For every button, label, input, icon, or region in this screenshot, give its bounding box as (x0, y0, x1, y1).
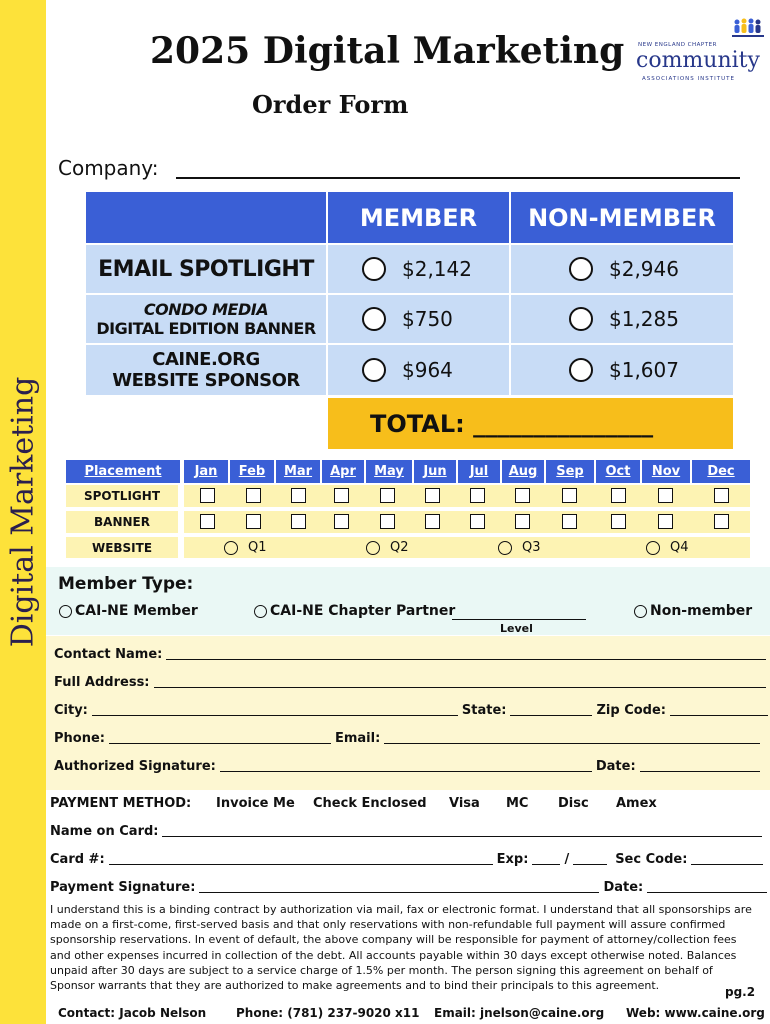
radio-icon[interactable] (569, 307, 593, 331)
field-label: Authorized Signature: (54, 759, 216, 774)
footer-email[interactable]: Email: jnelson@caine.org (434, 1006, 605, 1020)
radio-icon[interactable] (362, 257, 386, 281)
member-column-header: MEMBER (328, 192, 509, 243)
exp-separator: / (564, 852, 570, 867)
spotlight-dec-checkbox[interactable] (714, 488, 729, 503)
field-label: Zip Code: (596, 703, 666, 718)
radio-icon[interactable] (362, 358, 386, 382)
month-header: Jul (458, 460, 500, 483)
banner-jun-checkbox[interactable] (425, 514, 440, 529)
input-line[interactable] (154, 676, 766, 688)
radio-icon[interactable] (634, 605, 647, 618)
website-q4-option[interactable] (646, 540, 689, 555)
quarter-label: Q2 (390, 540, 409, 555)
payment-method-label: PAYMENT METHOD: (50, 796, 192, 811)
field-label: Date: (603, 880, 644, 895)
month-header: Oct (596, 460, 640, 483)
spotlight-mar-checkbox[interactable] (291, 488, 306, 503)
price-value: $1,607 (609, 358, 679, 382)
level-label: Level (500, 622, 533, 635)
banner-feb-checkbox[interactable] (246, 514, 261, 529)
page-title: 2025 Digital Marketing (150, 30, 625, 72)
website-sponsor-line2: WEBSITE SPONSOR (112, 370, 300, 391)
website-q3-option[interactable] (498, 540, 541, 555)
banner-aug-checkbox[interactable] (515, 514, 530, 529)
field-label: Full Address: (54, 675, 150, 690)
radio-icon[interactable] (366, 541, 380, 555)
check-enclosed-option[interactable]: Check Enclosed (313, 796, 427, 811)
banner-jan-checkbox[interactable] (200, 514, 215, 529)
field-label: State: (461, 703, 507, 718)
page-subtitle: Order Form (252, 90, 409, 119)
exp-month-input-line[interactable] (532, 853, 560, 865)
month-header: Apr (322, 460, 364, 483)
footer-contact: Contact: Jacob Nelson (58, 1006, 207, 1020)
banner-jul-checkbox[interactable] (470, 514, 485, 529)
quarter-label: Q3 (522, 540, 541, 555)
banner-may-checkbox[interactable] (380, 514, 395, 529)
email-spotlight-member-option[interactable] (328, 245, 509, 293)
email-spotlight-nonmember-option[interactable] (511, 245, 733, 293)
side-title: Digital Marketing (5, 376, 41, 648)
radio-icon[interactable] (59, 605, 72, 618)
invoice-me-option[interactable]: Invoice Me (216, 796, 295, 811)
website-q2-option[interactable] (366, 540, 409, 555)
price-value: $1,285 (609, 307, 679, 331)
website-row-label: WEBSITE (66, 537, 178, 558)
spotlight-may-checkbox[interactable] (380, 488, 395, 503)
condo-media-member-option[interactable] (328, 295, 509, 343)
phone-email-row (54, 731, 764, 746)
card-number-input-line[interactable] (109, 853, 493, 865)
total-field[interactable]: TOTAL: _______________ (328, 398, 733, 449)
legal-terms: I understand this is a binding contract by authorization via mail, fax or electronic format. I understand that all sponsorships are made on a first-come, first-served basis and that only reservations with non-refundable full payment will assure confirmed sponsorship reservations. In event of default, the above company will be responsible for payment of attorney/collection fees and other expenses incurred in collection of the debt. All accounts payable within 30 days except otherwise noted. Balances unpaid after 30 days are subject to a service charge of 1.5% per month. The person signing this agreement on behalf of Sponsor warrants that they are authorized to make agreements and to bind their principals to this agreement. (50, 903, 752, 993)
spotlight-feb-checkbox[interactable] (246, 488, 261, 503)
radio-icon[interactable] (646, 541, 660, 555)
mc-option[interactable]: MC (506, 796, 529, 811)
logo-chapter-text: NEW ENGLAND CHAPTER (638, 42, 717, 48)
page-number: pg.2 (725, 985, 756, 999)
cai-ne-member-option[interactable] (59, 603, 198, 619)
spotlight-oct-checkbox[interactable] (611, 488, 626, 503)
quarter-label: Q1 (248, 540, 267, 555)
cai-logo (636, 18, 766, 80)
spotlight-jun-checkbox[interactable] (425, 488, 440, 503)
payment-signature-row (50, 880, 770, 895)
level-input-line[interactable] (452, 619, 586, 620)
member-type-title: Member Type: (58, 574, 194, 594)
spotlight-sep-checkbox[interactable] (562, 488, 577, 503)
footer-phone: Phone: (781) 237-9020 x11 (236, 1006, 420, 1020)
website-sponsor-label (86, 345, 326, 395)
sec-code-input-line[interactable] (691, 853, 763, 865)
field-label: Date: (595, 759, 636, 774)
banner-oct-checkbox[interactable] (611, 514, 626, 529)
nonmember-column-header: NON-MEMBER (511, 192, 733, 243)
field-label: Sec Code: (615, 852, 688, 867)
chapter-partner-option[interactable] (254, 603, 455, 619)
condo-media-line1: CONDO MEDIA (143, 300, 269, 319)
spotlight-jul-checkbox[interactable] (470, 488, 485, 503)
payment-date-input-line[interactable] (647, 881, 767, 893)
month-header: Sep (546, 460, 594, 483)
condo-media-nonmember-option[interactable] (511, 295, 733, 343)
spotlight-aug-checkbox[interactable] (515, 488, 530, 503)
price-value: $964 (402, 358, 453, 382)
state-input-line[interactable] (510, 704, 592, 716)
amex-option[interactable]: Amex (616, 796, 657, 811)
website-sponsor-member-option[interactable] (328, 345, 509, 395)
radio-icon[interactable] (362, 307, 386, 331)
banner-row-label: BANNER (66, 511, 178, 533)
month-header: May (366, 460, 412, 483)
month-header: Jan (184, 460, 228, 483)
radio-icon[interactable] (224, 541, 238, 555)
placement-header: Placement (66, 460, 180, 483)
month-header: Feb (230, 460, 274, 483)
email-input-line[interactable] (384, 732, 760, 744)
banner-sep-checkbox[interactable] (562, 514, 577, 529)
pricing-corner-header (86, 192, 326, 243)
spotlight-apr-checkbox[interactable] (334, 488, 349, 503)
website-sponsor-line1: CAINE.ORG (152, 349, 260, 370)
email-spotlight-text: EMAIL SPOTLIGHT (98, 256, 314, 282)
field-label: City: (54, 703, 88, 718)
footer-web[interactable]: Web: www.caine.org (626, 1006, 765, 1020)
banner-dec-checkbox[interactable] (714, 514, 729, 529)
field-label: Email: (334, 731, 381, 746)
banner-mar-checkbox[interactable] (291, 514, 306, 529)
radio-icon[interactable] (498, 541, 512, 555)
price-value: $750 (402, 307, 453, 331)
logo-institute-text: ASSOCIATIONS INSTITUTE (642, 76, 735, 82)
company-input-line[interactable] (176, 177, 740, 179)
condo-media-line2: DIGITAL EDITION BANNER (96, 319, 316, 338)
field-label: Name on Card: (50, 824, 159, 839)
banner-nov-checkbox[interactable] (658, 514, 673, 529)
spotlight-jan-checkbox[interactable] (200, 488, 215, 503)
exp-year-input-line[interactable] (573, 853, 607, 865)
price-value: $2,946 (609, 257, 679, 281)
month-header: Dec (692, 460, 750, 483)
radio-icon[interactable] (254, 605, 267, 618)
city-input-line[interactable] (92, 704, 458, 716)
non-member-option[interactable] (634, 603, 752, 619)
disc-option[interactable]: Disc (558, 796, 589, 811)
field-label: Phone: (54, 731, 105, 746)
month-header: Aug (502, 460, 544, 483)
month-header: Jun (414, 460, 456, 483)
card-number-row (50, 852, 767, 867)
contact-name-field[interactable] (54, 647, 770, 662)
date-input-line[interactable] (640, 760, 760, 772)
price-value: $2,142 (402, 257, 472, 281)
field-label: Payment Signature: (50, 880, 196, 895)
full-address-field[interactable] (54, 675, 770, 690)
option-label: Non-member (650, 603, 753, 619)
banner-apr-checkbox[interactable] (334, 514, 349, 529)
city-state-zip-row (54, 703, 770, 718)
signature-input-line[interactable] (220, 760, 592, 772)
field-label: Exp: (496, 852, 529, 867)
website-q1-option[interactable] (224, 540, 267, 555)
name-on-card-field[interactable] (50, 824, 766, 839)
input-line[interactable] (166, 648, 766, 660)
website-sponsor-nonmember-option[interactable] (511, 345, 733, 395)
visa-option[interactable]: Visa (449, 796, 480, 811)
option-label: CAI-NE Member (75, 603, 198, 619)
input-line[interactable] (162, 825, 762, 837)
signature-date-row (54, 759, 764, 774)
option-label: CAI-NE Chapter Partner (270, 603, 456, 619)
people-logo-icon (732, 18, 766, 40)
zip-input-line[interactable] (670, 704, 768, 716)
phone-input-line[interactable] (109, 732, 331, 744)
field-label: Contact Name: (54, 647, 163, 662)
spotlight-row-label: SPOTLIGHT (66, 485, 178, 507)
radio-icon[interactable] (569, 257, 593, 281)
field-label: Card #: (50, 852, 105, 867)
spotlight-nov-checkbox[interactable] (658, 488, 673, 503)
month-header: Mar (276, 460, 320, 483)
logo-wordmark: community (636, 48, 760, 73)
radio-icon[interactable] (569, 358, 593, 382)
company-label: Company: (58, 156, 159, 180)
month-header: Nov (642, 460, 690, 483)
quarter-label: Q4 (670, 540, 689, 555)
email-spotlight-label (86, 245, 326, 293)
payment-signature-input-line[interactable] (199, 881, 599, 893)
condo-media-label (86, 295, 326, 343)
